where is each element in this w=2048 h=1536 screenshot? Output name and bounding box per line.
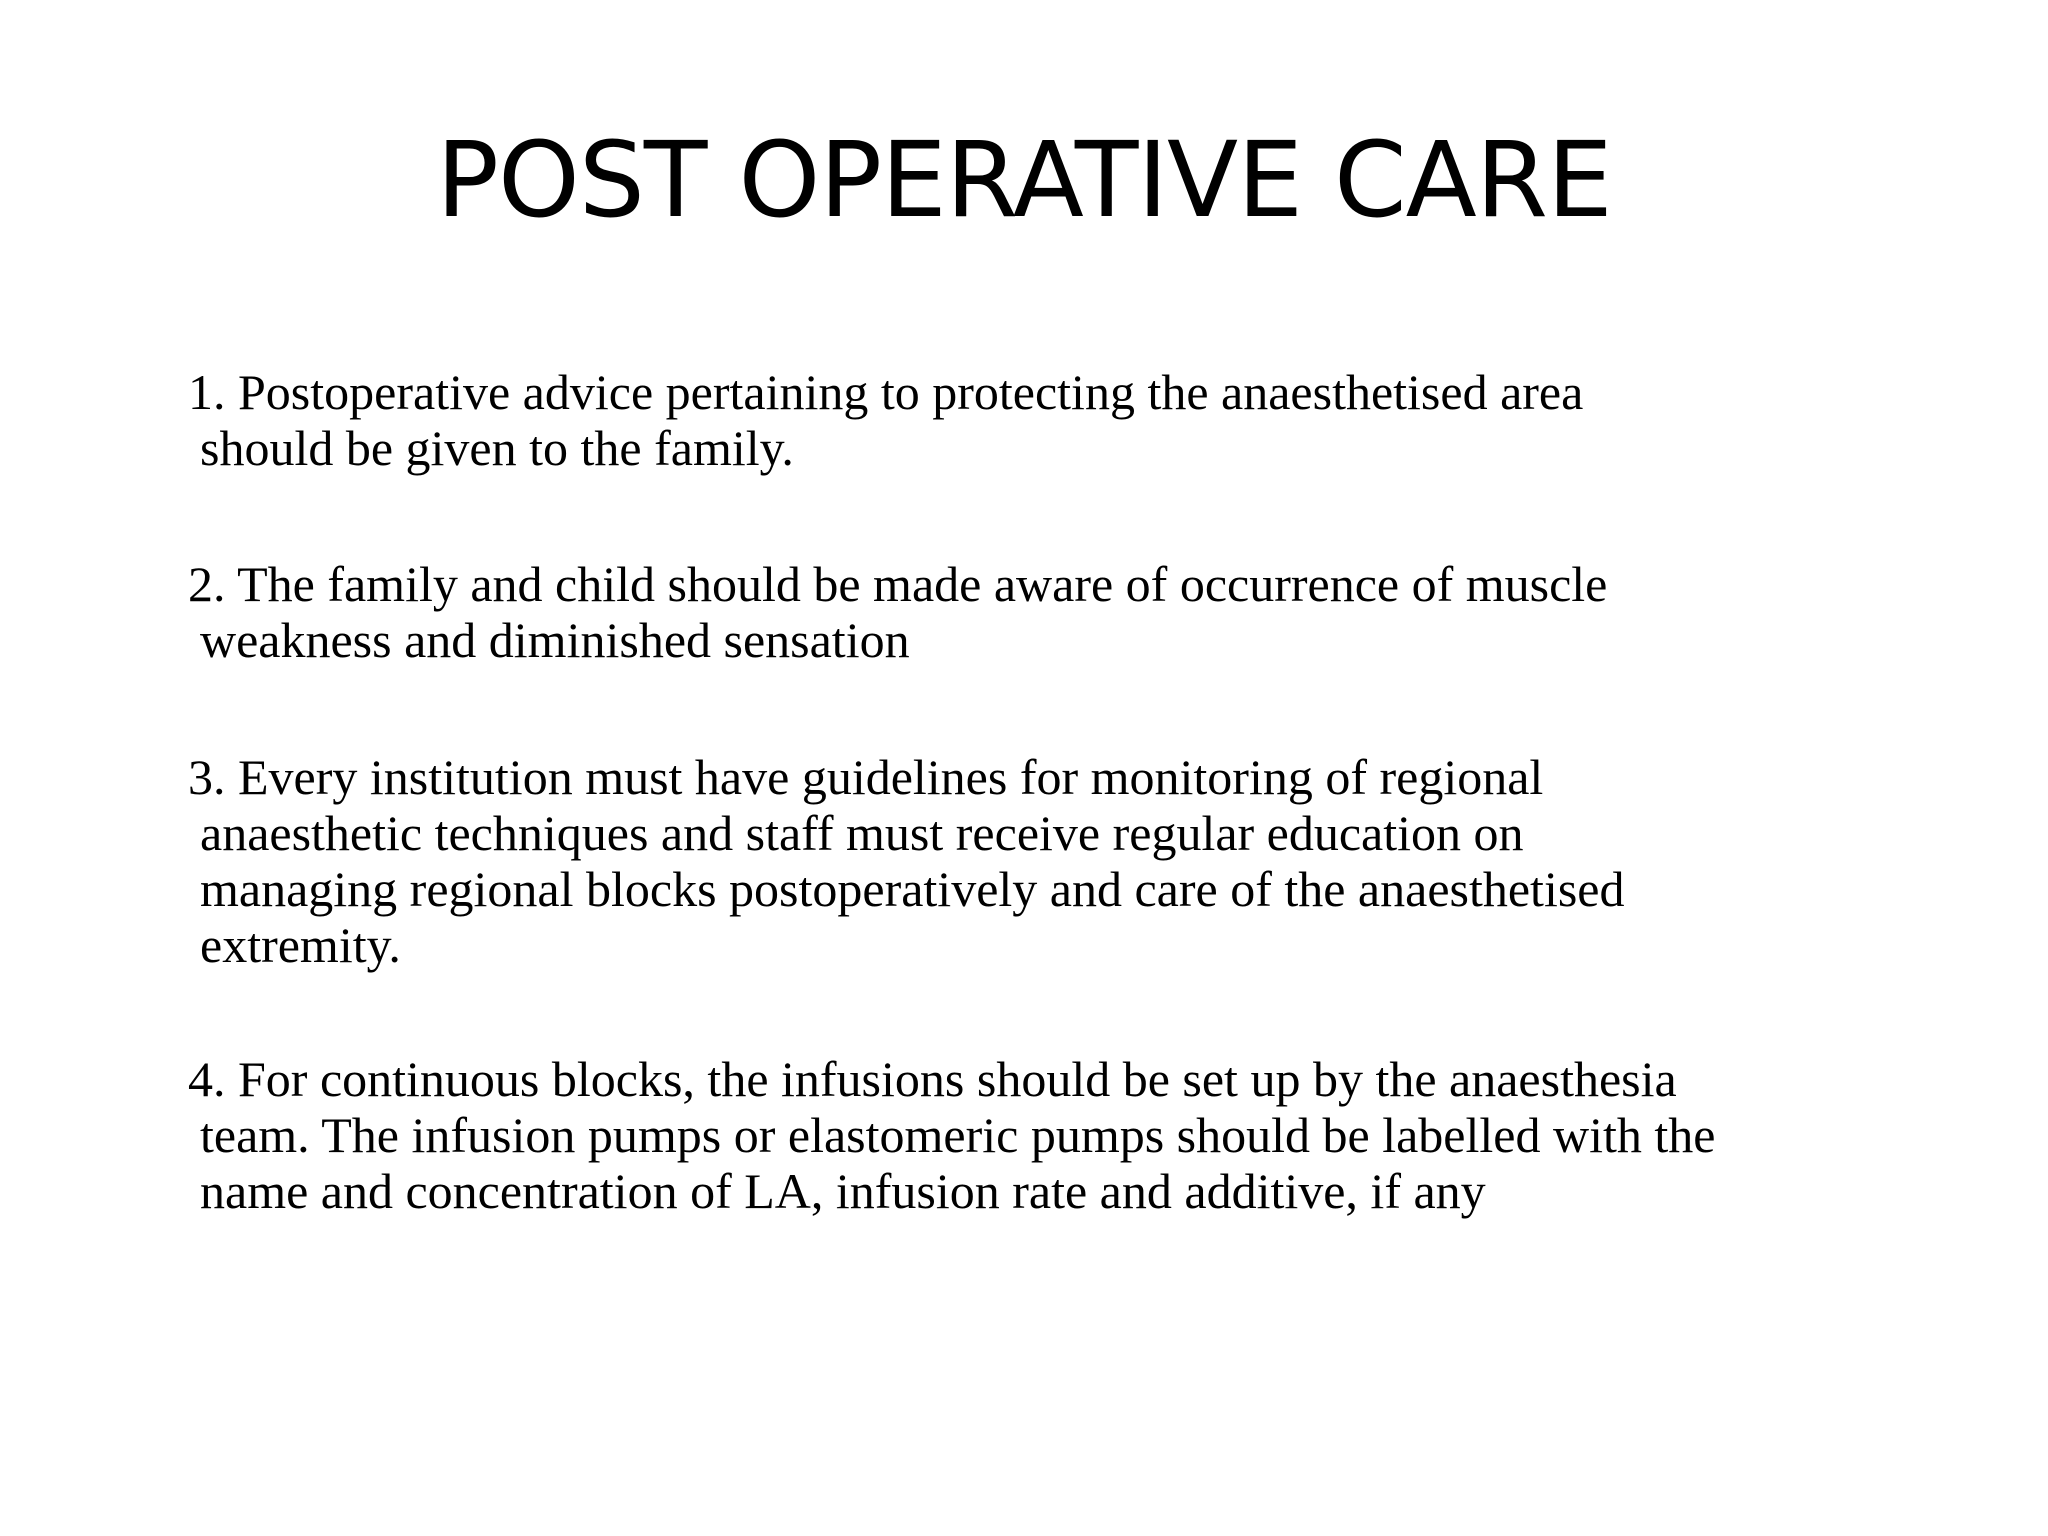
list-item-line: 1. Postoperative advice pertaining to protecting the anaesthetised area — [188, 364, 1584, 420]
list-item-line: managing regional blocks postoperatively and care of the anaesthetised — [200, 861, 1625, 917]
list-item-line: name and concentration of LA, infusion rate and additive, if any — [200, 1163, 1486, 1219]
list-item-line: team. The infusion pumps or elastomeric pumps should be labelled with the — [200, 1107, 1716, 1163]
list-item-line: 3. Every institution must have guidelines for monitoring of regional — [188, 749, 1544, 805]
list-item-line: weakness and diminished sensation — [200, 612, 910, 668]
list-item — [188, 1051, 1960, 1219]
slide-title: POST OPERATIVE CARE — [436, 119, 1612, 241]
list-item — [188, 749, 1960, 973]
list-item-line: extremity. — [200, 917, 401, 973]
list-item-line: 2. The family and child should be made aware of occurrence of muscle — [188, 556, 1608, 612]
list-item-line: 4. For continuous blocks, the infusions should be set up by the anaesthesia — [188, 1051, 1677, 1107]
list-item-line: should be given to the family. — [200, 420, 794, 476]
list-item — [188, 364, 1960, 476]
list-item-line: anaesthetic techniques and staff must receive regular education on — [200, 805, 1524, 861]
list-item — [188, 556, 1960, 668]
